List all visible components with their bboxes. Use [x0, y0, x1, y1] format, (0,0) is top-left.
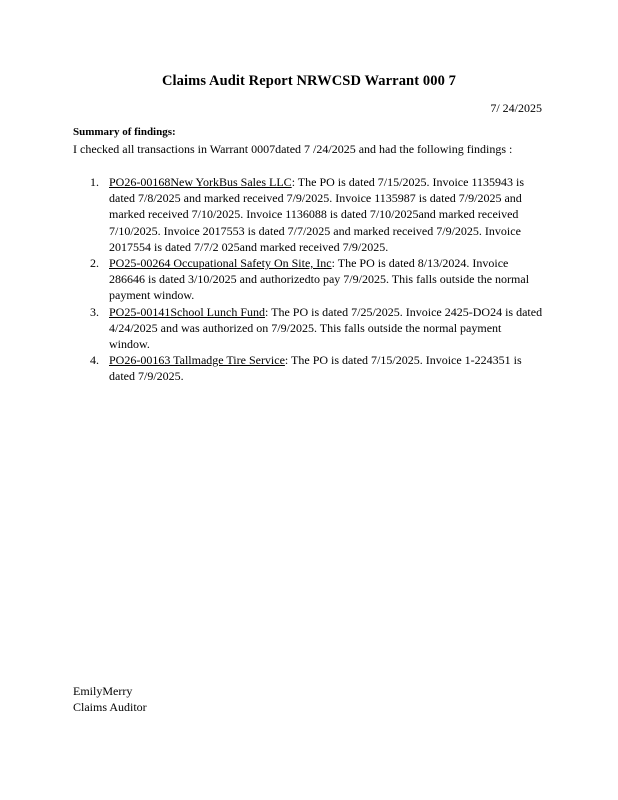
- findings-list: [73, 174, 543, 385]
- finding-item: [73, 255, 543, 304]
- finding-vendor: PO25-00141School Lunch Fund: [109, 304, 265, 319]
- finding-vendor: PO26-00163 Tallmadge Tire Service: [109, 353, 285, 368]
- finding-text: : The PO is dated 7/15/2025. Invoice 1135943 is dated 7/8/2025 and marked received 7/9/2025. Invoice 1135987 is dated 7/9/2025 and marked received 7/10/2025. Invoice 1136088 is dated 7/10/2025and marked received 7/10/2025. Invoice 2017553 is dated 7/7/2025 and marked received 7/9/2025. Invoice 2017554 is dated 7/7/2 025and marked received 7/9/2025.: [109, 175, 524, 254]
- finding-item: [73, 174, 543, 255]
- finding-number: 1.: [90, 175, 99, 189]
- signature-block: [73, 683, 147, 715]
- finding-text: : The PO is dated 7/15/2025. Invoice 1-224351 is dated 7/9/2025.: [109, 353, 522, 384]
- summary-intro: I checked all transactions in Warrant 0007dated 7 /24/2025 and had the following findings :: [73, 142, 513, 156]
- finding-number: 2.: [90, 256, 99, 271]
- finding-vendor: PO25-00264 Occupational Safety On Site, Inc: [109, 256, 332, 271]
- finding-item: [73, 352, 543, 384]
- finding-number: 4.: [90, 353, 99, 368]
- finding-text: : The PO is dated 7/25/2025. Invoice 2425-DO24 is dated 4/24/2025 and was authorized on 7/9/2025. This falls outside the normal payment window.: [109, 304, 543, 352]
- auditor-name: EmilyMerry: [73, 684, 133, 698]
- report-title: Claims Audit Report NRWCSD Warrant 000 7: [161, 73, 457, 89]
- finding-item: [73, 304, 543, 353]
- summary-heading: Summary of findings:: [73, 126, 176, 138]
- report-date: 7/ 24/2025: [490, 101, 542, 115]
- finding-vendor: PO26-00168New YorkBus Sales LLC: [109, 175, 292, 189]
- finding-text: : The PO is dated 8/13/2024. Invoice 286646 is dated 3/10/2025 and authorizedto pay 7/9/2025. This falls outside the normal payment window.: [109, 256, 530, 303]
- auditor-role: Claims Auditor: [73, 700, 147, 714]
- finding-number: 3.: [90, 304, 99, 319]
